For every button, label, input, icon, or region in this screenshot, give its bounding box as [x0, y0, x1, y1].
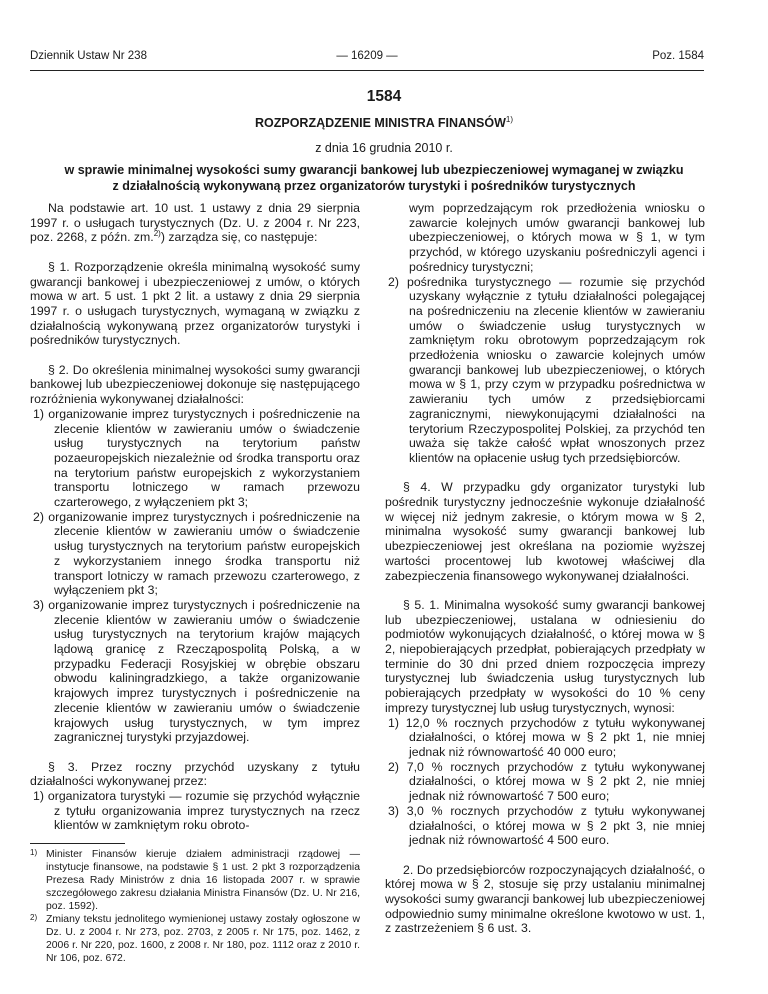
journal-name: Dziennik Ustaw Nr 238 [30, 50, 147, 62]
section-2-intro: § 2. Do określenia minimalnej wysokości sumy gwarancji bankowej lub ubezpieczeniowej dokonuje się następującego rozróżnienia wykonywanej działalności: [30, 362, 360, 407]
footnote-mark: 1) [30, 848, 38, 858]
footnote [30, 913, 360, 965]
regulation-title [0, 116, 768, 130]
section-3-intro: § 3. Przez roczny przychód uzyskany z tytułu działalności wykonywanej przez: [30, 759, 360, 789]
preamble [30, 201, 360, 245]
section-3-item-1-continued: wym poprzedzającym rok przedłożenia wniosku o zawarcie kolejnych umów gwarancji bankowej lub ubezpieczeniowej, o których mowa w § 1, w tym przychód, w którego uzyskaniu pośredniczyli agenci i pośrednicy turystyczni; [409, 201, 705, 274]
section-4: § 4. W przypadku gdy organizator turystyki lub pośrednik turystyczny jednocześnie wykonuje działalność w więcej niż jednym zakresie, o którym mowa w § 2, minimalna wysokość sumy gwarancji bankowej lub ubezpieczeniowej jest określana na poziomie wyższej wartości procentowej lub kwotowej właściwej dla zabezpieczenia finansowego wykonywanej działalności. [385, 480, 705, 583]
preamble-text-a: Na podstawie art. 10 ust. 1 ustawy z dnia 29 sierpnia 1997 r. o usługach turystycznych (Dz. U. z 2004 r. Nr 223, poz. 2268, z późn. zm. [30, 201, 360, 245]
section-3-item-1: 1) organizatora turystyki — rozumie się przychód wyłącznie z tytułu organizowania imprez turystycznych na rzecz klientów w zamkniętym roku obroto- [33, 789, 360, 833]
section-3-item-2: 2) pośrednika turystycznego — rozumie się przychód uzyskany wyłącznie z tytułu działalności polegającej na pośredniczeniu na zlecenie klientów w zawieraniu umów o świadczenie usług turystycznych w zamkniętym roku obrotowym poprzedzającym rok przedłożenia wniosku o zawarcie kolejnych umów gwarancji bankowej lub ubezpieczeniowej, o których mowa w § 1, przy czym w przypadku pośrednictwa w zawieraniu tych umów z przedsiębiorcami zagranicznymi, niewykonującymi działalności na terytorium Rzeczypospolitej Polskiej, za przychód ten uważa się także całość wpłat wnoszonych przez klientów na opłacenie usług tych przedsiębiorców. [388, 274, 705, 465]
section-1: § 1. Rozporządzenie określa minimalną wysokość sumy gwarancji bankowej i ubezpieczeniowej z umów, o których mowa w art. 5 ust. 1 pkt 2 lit. a ustawy z dnia 29 sierpnia 1997 r. o usługach turystycznych, wymaganą w związku z działalnością wykonywaną przez organizatorów turystyki i pośredników turystycznych. [30, 259, 360, 348]
preamble-text-b: ) zarządza się, co następuje: [160, 230, 318, 245]
regulation-date: z dnia 16 grudnia 2010 r. [315, 141, 453, 155]
section-5-paragraph-2: 2. Do przedsiębiorców rozpoczynających działalność, o której mowa w § 2, stosuje się przy ustalaniu minimalnej wysokości sumy gwarancji bankowej lub ubezpieczeniowej odpowiednio sumy minimalne określone kwotowo w ust. 1, z zastrzeżeniem § 6 ust. 3. [385, 862, 705, 936]
section-2-item: 2) organizowanie imprez turystycznych i pośredniczenie na zlecenie klientów w zawieraniu umów o świadczenie usług turystycznych na terytorium państw europejskich z wykorzystaniem innego środka transportu niż transport lotniczy w ramach przewozu czarterowego, z wyłączeniem pkt 3; [33, 509, 360, 598]
regulation-number: 1584 [366, 88, 402, 105]
footnote [30, 848, 360, 913]
section-2-item: 1) organizowanie imprez turystycznych i pośredniczenie na zlecenie klientów w zawieraniu umów o świadczenie usług turystycznych na terytorium państw pozaeuropejskich niezależnie od środka transportu oraz na terytorium państw europejskich z wykorzystaniem transportu lotniczego w ramach przewozu czarterowego, z wyłączeniem pkt 3; [33, 406, 360, 510]
footnote-mark: 2) [30, 913, 38, 923]
footnote-text: Zmiany tekstu jednolitego wymienionej ustawy zostały ogłoszone w Dz. U. z 2004 r. Nr 273, poz. 2703, z 2005 r. Nr 175, poz. 1462, z 2006 r. Nr 220, poz. 1600, z 2008 r. Nr 180, poz. 1112 oraz z 2010 r. Nr 106, poz. 672. [46, 914, 360, 965]
running-header [30, 50, 704, 66]
footnote-rule [30, 843, 125, 844]
section-5-item: 3) 3,0 % rocznych przychodów z tytułu wykonywanej działalności, o której mowa w § 2 pkt 3, nie mniej jednak niż równowartość 4 500 euro. [388, 803, 705, 848]
section-5-item: 1) 12,0 % rocznych przychodów z tytułu wykonywanej działalności, o której mowa w § 2 pkt 1, nie mniej jednak niż równowartość 40 000 euro; [388, 715, 705, 759]
section-5-item: 2) 7,0 % rocznych przychodów z tytułu wykonywanej działalności, o której mowa w § 2 pkt 2, nie mniej jednak niż równowartość 7 500 euro; [388, 759, 705, 804]
section-2-item: 3) organizowanie imprez turystycznych i pośredniczenie na zlecenie klientów w zawieraniu umów o świadczenie usług turystycznych na terytorium krajów mających lądową granicę z Rzecząpospolitą Polską, a w przypadku Federacji Rosyjskiej w obrębie obszaru obwodu kaliningradzkiego, a także organizowanie krajowych imprez turystycznych i pośredniczenie na zlecenie klientów w zawieraniu umów o świadczenie krajowych usług turystycznych, w tym imprez zagranicznej turystyki przyjazdowej. [33, 597, 360, 745]
header-rule [30, 70, 704, 71]
footnote-ref-2: 2) [153, 229, 161, 239]
regulation-title-text: ROZPORZĄDZENIE MINISTRA FINANSÓW [254, 116, 506, 130]
right-column [385, 201, 705, 936]
position-number: Poz. 1584 [652, 50, 704, 62]
footnote-ref-1: 1) [505, 114, 514, 124]
section-5-intro: § 5. 1. Minimalna wysokość sumy gwarancji bankowej lub ubezpieczeniowej, ustalana w odniesieniu do podmiotów wykonujących działalność, o której mowa w § 2, niepobierających przedpłat, pobierających przedpłaty w terminie do 30 dni przed dniem rozpoczęcia imprezy turystycznej lub świadczenia usług turystycznych lub pobierających przedpłaty w wysokości do 10 % ceny imprezy turystycznej lub usług turystycznych, wynosi: [385, 597, 705, 715]
regulation-subject: w sprawie minimalnej wysokości sumy gwarancji bankowej lub ubezpieczeniowej wymaganej w związku z działalnością wykonywaną przez organizatorów turystyki i pośredników turystycznych [64, 163, 684, 193]
footnote-text: Minister Finansów kieruje działem administracji rządowej — instytucje finansowe, na podstawie § 1 ust. 2 pkt 3 rozporządzenia Prezesa Rady Ministrów z dnia 16 listopada 2007 r. w sprawie szczegółowego zakresu działania Ministra Finansów (Dz. U. Nr 216, poz. 1592). [46, 849, 360, 913]
page-number: — 16209 — [336, 50, 398, 62]
left-column [30, 201, 360, 965]
